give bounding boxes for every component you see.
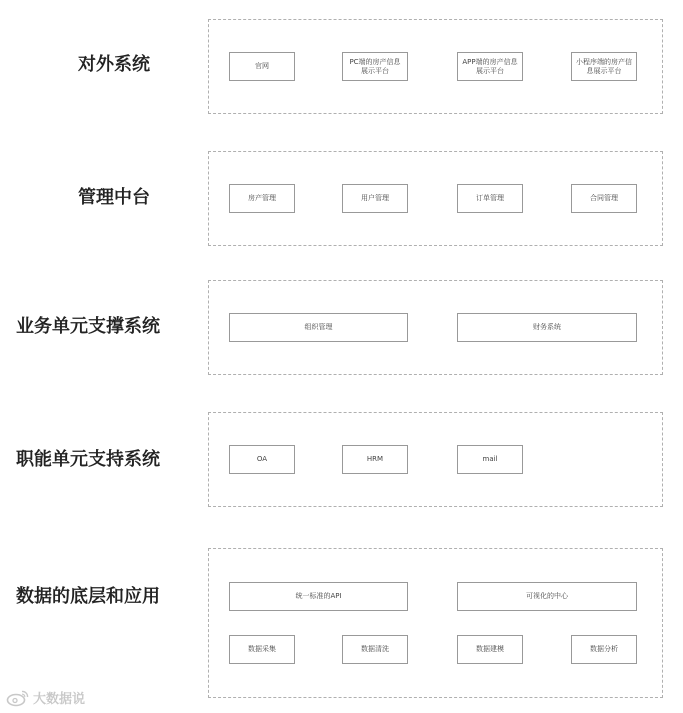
node-contract-management: 合同管理 xyxy=(571,184,637,213)
layer-label-functional-support: 职能单元支持系统 xyxy=(16,449,160,470)
node-mail: mail xyxy=(457,445,523,474)
weibo-icon xyxy=(6,689,30,707)
layer-box-external xyxy=(208,19,663,114)
node-property-management: 房产管理 xyxy=(229,184,295,213)
watermark xyxy=(6,688,85,707)
node-app-platform: APP端的房产信息展示平台 xyxy=(457,52,523,81)
node-pc-platform: PC端的房产信息展示平台 xyxy=(342,52,408,81)
node-finance-system: 财务系统 xyxy=(457,313,637,342)
node-visualization-center: 可视化的中心 xyxy=(457,582,637,611)
node-order-management: 订单管理 xyxy=(457,184,523,213)
layer-box-business-support xyxy=(208,280,663,375)
node-user-management: 用户管理 xyxy=(342,184,408,213)
node-data-collection: 数据采集 xyxy=(229,635,295,664)
node-oa: OA xyxy=(229,445,295,474)
node-data-cleaning: 数据清洗 xyxy=(342,635,408,664)
node-official-site: 官网 xyxy=(229,52,295,81)
node-miniprogram-platform: 小程序端的房产信息展示平台 xyxy=(571,52,637,81)
node-data-analysis: 数据分析 xyxy=(571,635,637,664)
layer-label-data-foundation: 数据的底层和应用 xyxy=(16,586,160,607)
watermark-text: 大数据说 xyxy=(33,692,86,707)
node-organization-management: 组织管理 xyxy=(229,313,408,342)
node-unified-api: 统一标准的API xyxy=(229,582,408,611)
node-data-modeling: 数据建模 xyxy=(457,635,523,664)
layer-box-management xyxy=(208,151,663,246)
node-hrm: HRM xyxy=(342,445,408,474)
layer-box-functional-support xyxy=(208,412,663,507)
layer-label-management: 管理中台 xyxy=(78,187,150,208)
layer-label-business-support: 业务单元支撑系统 xyxy=(16,316,160,337)
layer-box-data-foundation xyxy=(208,548,663,698)
layer-label-external: 对外系统 xyxy=(78,54,150,75)
